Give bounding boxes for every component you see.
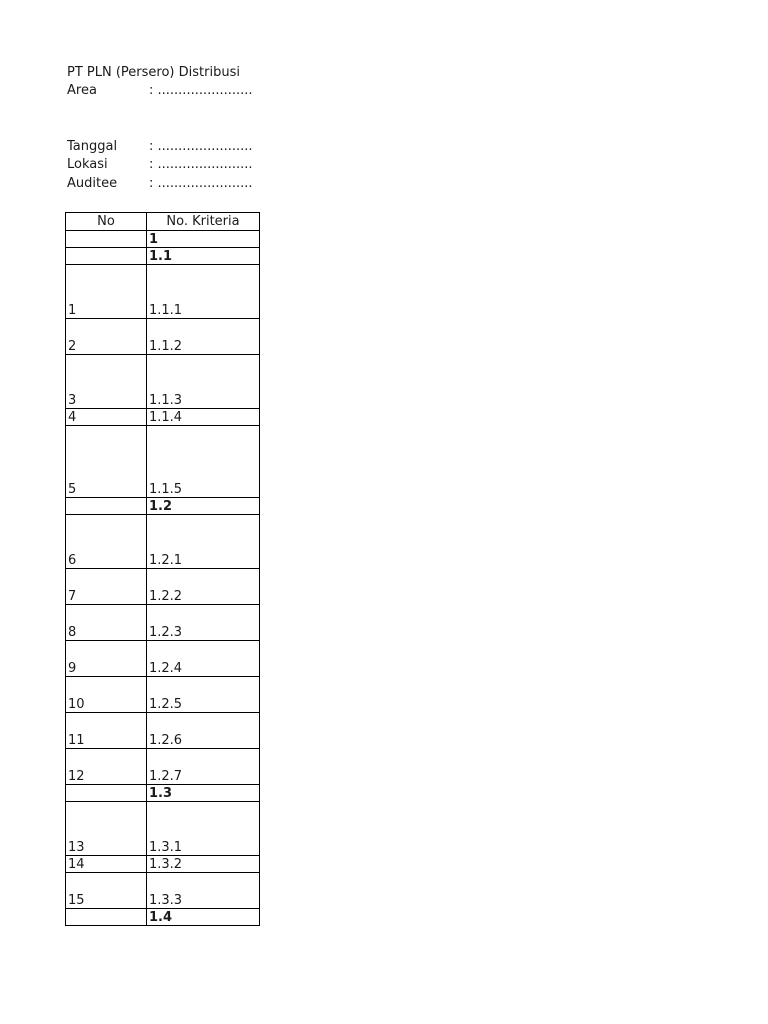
criteria-number-cell: 1.1.5 — [147, 426, 260, 498]
lokasi-field — [67, 156, 367, 175]
row-number-cell — [66, 231, 147, 248]
table-row — [66, 713, 260, 749]
table-row — [66, 802, 260, 856]
auditee-field — [67, 175, 367, 194]
table-row — [66, 265, 260, 319]
table-row — [66, 569, 260, 605]
tanggal-label: Tanggal — [67, 138, 118, 154]
criteria-number-cell: 1.2.7 — [147, 749, 260, 785]
row-number-cell — [66, 909, 147, 926]
row-number-cell: 5 — [66, 426, 147, 498]
criteria-number-cell: 1.2.4 — [147, 641, 260, 677]
table-row — [66, 873, 260, 909]
criteria-number-cell: 1.1.1 — [147, 265, 260, 319]
section-row — [66, 785, 260, 802]
section-row — [66, 909, 260, 926]
row-number-cell: 15 — [66, 873, 147, 909]
row-number-cell: 11 — [66, 713, 147, 749]
table-row — [66, 515, 260, 569]
table-row — [66, 856, 260, 873]
criteria-number-cell: 1 — [147, 231, 260, 248]
row-number-cell — [66, 785, 147, 802]
column-header-no: No — [66, 213, 147, 231]
lokasi-value: : ....................... — [149, 157, 253, 172]
table-row — [66, 749, 260, 785]
row-number-cell: 1 — [66, 265, 147, 319]
row-number-cell: 13 — [66, 802, 147, 856]
criteria-number-cell: 1.1 — [147, 248, 260, 265]
criteria-number-cell: 1.3.1 — [147, 802, 260, 856]
row-number-cell: 4 — [66, 409, 147, 426]
table-row — [66, 641, 260, 677]
criteria-number-cell: 1.2.2 — [147, 569, 260, 605]
criteria-number-cell: 1.1.4 — [147, 409, 260, 426]
row-number-cell: 14 — [66, 856, 147, 873]
criteria-number-cell: 1.2.3 — [147, 605, 260, 641]
criteria-number-cell: 1.2.1 — [147, 515, 260, 569]
area-value: : ....................... — [149, 83, 253, 98]
table-header-row — [66, 213, 260, 231]
company-title: PT PLN (Persero) Distribusi — [67, 65, 240, 80]
row-number-cell: 9 — [66, 641, 147, 677]
table-row — [66, 605, 260, 641]
criteria-number-cell: 1.3.2 — [147, 856, 260, 873]
row-number-cell: 10 — [66, 677, 147, 713]
table-row — [66, 355, 260, 409]
criteria-number-cell: 1.2 — [147, 498, 260, 515]
tanggal-value: : ....................... — [149, 138, 253, 154]
table-row — [66, 426, 260, 498]
criteria-number-cell: 1.2.5 — [147, 677, 260, 713]
auditee-label: Auditee — [67, 175, 118, 191]
row-number-cell: 12 — [66, 749, 147, 785]
row-number-cell: 8 — [66, 605, 147, 641]
criteria-table — [65, 212, 260, 926]
table-row — [66, 677, 260, 713]
row-number-cell: 6 — [66, 515, 147, 569]
auditee-value: : ....................... — [149, 175, 253, 191]
document-header — [67, 64, 367, 193]
column-header-kriteria: No. Kriteria — [147, 213, 260, 231]
criteria-number-cell: 1.2.6 — [147, 713, 260, 749]
table-row — [66, 319, 260, 355]
section-row — [66, 498, 260, 515]
row-number-cell — [66, 498, 147, 515]
lokasi-label: Lokasi — [67, 157, 108, 172]
tanggal-field — [67, 138, 367, 157]
row-number-cell: 7 — [66, 569, 147, 605]
criteria-number-cell: 1.1.3 — [147, 355, 260, 409]
criteria-number-cell: 1.3 — [147, 785, 260, 802]
criteria-number-cell: 1.1.2 — [147, 319, 260, 355]
criteria-number-cell: 1.4 — [147, 909, 260, 926]
row-number-cell: 3 — [66, 355, 147, 409]
section-row — [66, 231, 260, 248]
area-label: Area — [67, 83, 97, 98]
row-number-cell — [66, 248, 147, 265]
table-row — [66, 409, 260, 426]
header-spacer — [67, 101, 367, 138]
section-row — [66, 248, 260, 265]
criteria-number-cell: 1.3.3 — [147, 873, 260, 909]
row-number-cell: 2 — [66, 319, 147, 355]
area-field — [67, 82, 367, 101]
criteria-table-body — [66, 231, 260, 926]
